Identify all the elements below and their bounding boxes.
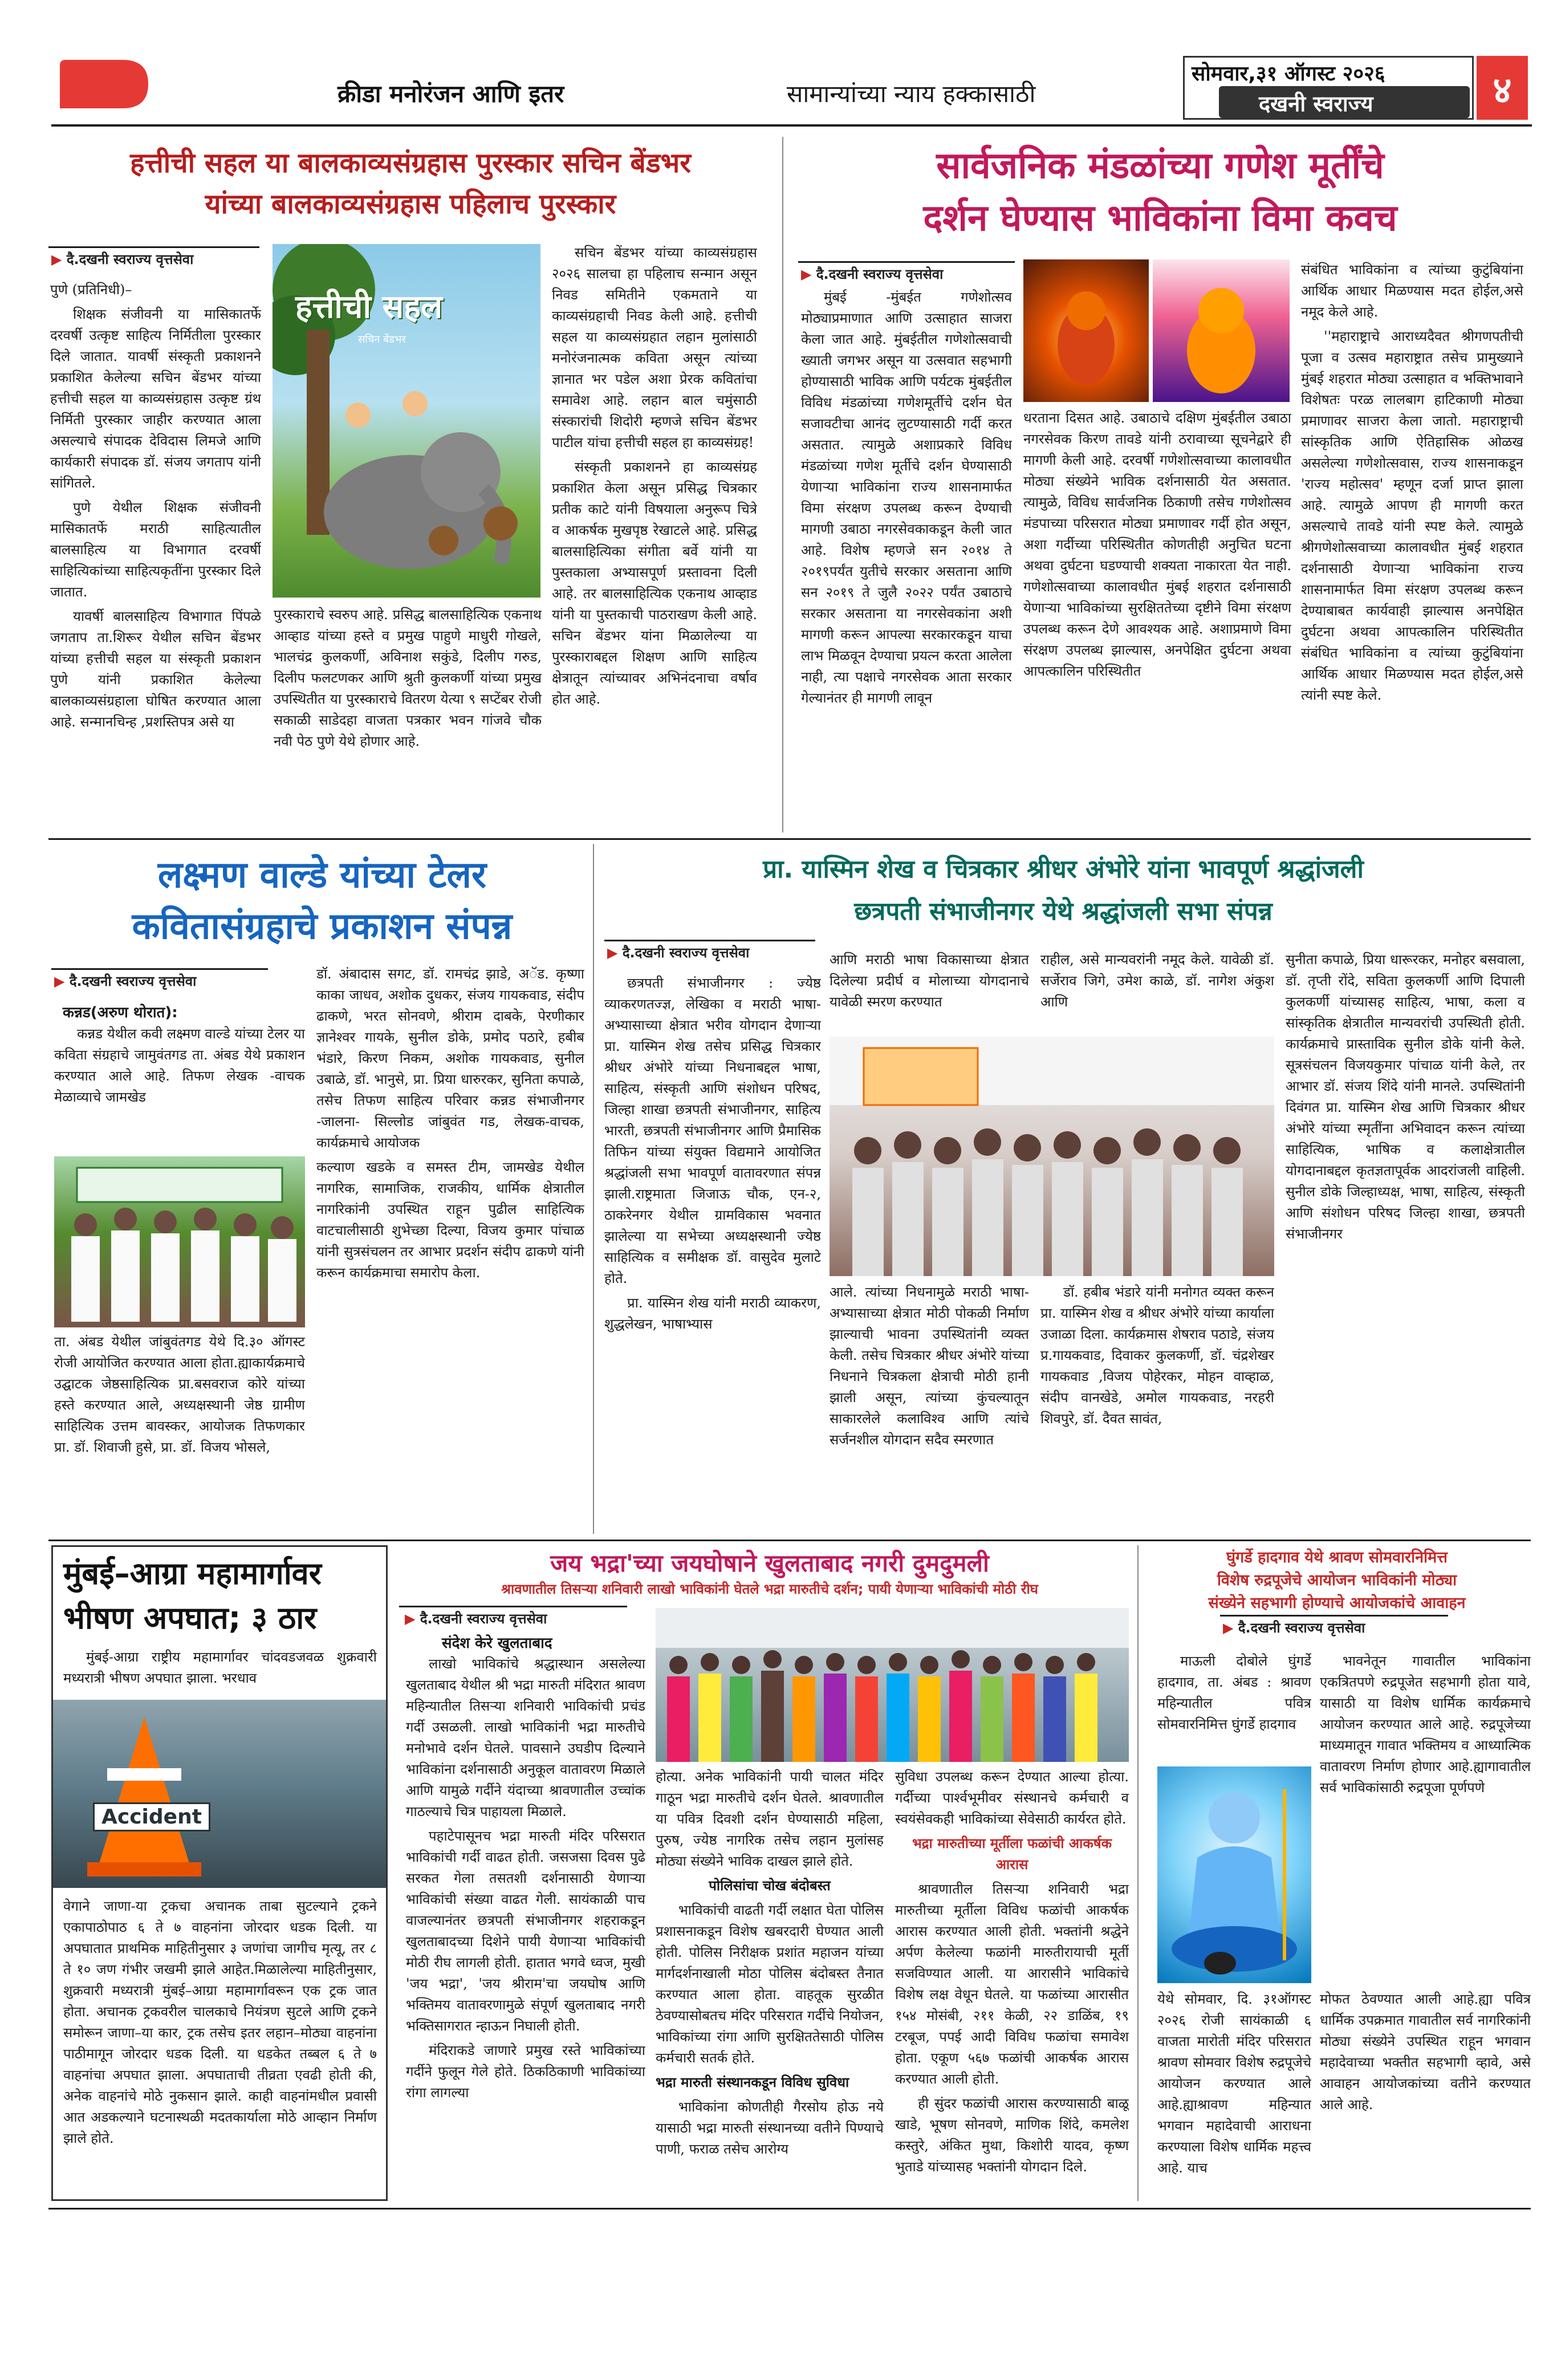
- article4-column4: [1286, 949, 1525, 1531]
- article4-para: डॉ. हबीब भंडारे यांनी मनोगत व्यक्त करून प्रा. यास्मिन शेख व श्रीधर अंभोरे यांच्या कार्याला उजाळा दिला. कार्यक्रमास शेषराव पठाडे, संजय प्र.गायकवाड, दिवाकर कुलकर्णी, डॉ. चंद्रशेखर गायकवाड ,विजय पोहेरकर, मोहन वाव्हाळ, संदीप वानखेडे, अमोल गायकवाड, नरहरी शिवपुरे, डॉ. दैवत सावंत,: [1040, 1284, 1274, 1427]
- header-rule: [51, 124, 1532, 127]
- article6-para: ही सुंदर फळांची आरास करण्यासाठी बाळू खाडे, भूषण सोनवणे, माणिक शिंदे, कमलेश कस्तुरे, अंकित मुथा, किशोरी यादव, कृष्ण भुताडे यांच्यासह भक्तांनी योगदान दिले.: [895, 2095, 1129, 2175]
- article2-headline-line1: सार्वजनिक मंडळांच्या गणेश मूर्तींचे: [936, 145, 1384, 187]
- article3-headline-line1: लक्ष्मण वाल्डे यांच्या टेलर: [157, 854, 487, 896]
- article6-dateline: संदेश केरे खुलताबाद: [442, 1635, 552, 1652]
- article5-column-bottom: [63, 1896, 377, 2198]
- article1-para: सचिन बेंडभर यांच्या काव्यसंग्रहास २०२६ सालचा हा पहिलाच सन्मान असून निवड समितीने एकमताने या काव्यसंग्रहाची निवड केली आहे. हत्तीची सहल या काव्यसंग्रहात लहान मुलांसाठी मनोरंजनात्मक कविता असून त्यांच्या ज्ञानात भर पडेल अशा प्रेरक कवितांचा समावेश आहे. लहान बाल चमुंसाठी संस्कारांची शिदोरी म्हणजे सचिन बेंडभर पाटील यांचा हत्तीची सहल हा काव्यसंग्रह!: [552, 245, 757, 450]
- article4-para: राहील, असे मान्यवरांनी नमूद केले. यावेळी डॉ. सर्जेराव जिगे, उमेश काळे, डॉ. नागेश अंकुश आणि: [1040, 952, 1274, 1010]
- article4-column1: [604, 973, 821, 1532]
- accident-label: Accident: [93, 1802, 210, 1831]
- article1-headline: [48, 143, 773, 225]
- article3-byline-rule: [51, 968, 268, 970]
- article3-para: ता. अंबड येथील जांबुवंतगड येथे दि.३० ऑगस्ट रोजी आयोजित करण्यात आला होता.ह्याकार्यक्रमाचे उद्घाटक जेष्ठसाहित्यिक प्रा.बसवराज कोरे यांच्या हस्ते करण्यात आले, अध्यक्षस्थानी जेष्ठ ग्रामीण साहित्यिक उत्तम बावस्कर, आयोजक तिफणकार प्रा. डॉ. शिवाजी हुसे, प्रा. डॉ. विजय भोसले,: [54, 1334, 305, 1455]
- byline-text: दै.दखनी स्वराज्य वृत्तसेवा: [69, 973, 197, 989]
- article1-para: यावर्षी बालसाहित्य विभागात पिंपळे जगताप ता.शिरूर येथील सचिन बेंडभर यांच्या हत्तीची सहल या संस्कृती प्रकाशन पुणे यांनी प्रकाशित केलेल्या बालकाव्यसंग्रहाला घोषित करण्यात आला आहे. सन्मानचिन्ह ,प्रशस्तिपत्र असे या: [50, 608, 261, 730]
- article7-para: माऊली दोबोले घुंगर्डे हादगाव, ता. अंबड : श्रावण महिन्यातील पवित्र सोमवारनिमित्त घुंगर्डे हादगाव: [1157, 1653, 1311, 1732]
- article6-para: भाविकांना कोणतीही गैरसोय होऊ नये यासाठी भद्रा मारुती संस्थानच्या वतीने पिण्याचे पाणी, फराळ तसेच आरोग्य: [656, 2099, 884, 2157]
- article2-para: धरताना दिसत आहे. उबाठाचे दक्षिण मुंबईतील उबाठा नगरसेवक किरण तावडे यांनी ठरावाच्या सूचनेद्वारे ही मागणी केली आहे. दरवर्षी गणेशोत्सवाच्या कालावधीत मोठ्या संख्येने भाविक दर्शनासाठी येत असतात. त्यामुळे, विविध सार्वजनिक ठिकाणी तसेच गणेशोत्सव मंडपाच्या परिसरात मोठ्या प्रमाणावर गर्दी होत असून, अशा गर्दीच्या परिस्थितीत कोणतीही अनुचित घटना अथवा दुर्घटना घडण्याची शक्यता नाकारता येत नाही. गणेशोत्सवाच्या कालावधीत मुंबई शहरात दर्शनासाठी येणाऱ्या भाविकांच्या सुरक्षिततेच्या दृष्टीने विमा संरक्षण उपलब्ध करून देणे आवश्यक आहे. अशाप्रमाणे विमा संरक्षण उपलब्ध झाल्यास, अनपेक्षित दुर्घटना अथवा आपत्कालिन परिस्थितीत: [1023, 410, 1291, 679]
- article2-byline: ▶ दै.दखनी स्वराज्य वृत्तसेवा: [801, 266, 944, 282]
- article1-column2: [274, 604, 542, 832]
- article6-subhead: भद्रा मारुती संस्थानकडून विविध सुविधा: [656, 2074, 849, 2090]
- page-number: ४: [1493, 70, 1512, 112]
- article6-column1: [406, 1654, 645, 2201]
- article7-byline-rule: [1220, 1615, 1448, 1617]
- book-cover-image: [273, 244, 540, 598]
- article5-para: वेगाने जाणा-या ट्रकचा अचानक ताबा सुटल्याने ट्रकने एकापाठोपाठ ६ ते ७ वाहनांना जोरदार धडक दिली. या अपघातात प्राथमिक माहितीनुसार ३ जणांचा जागीच मृत्यू, तर ८ ते १० जण गंभीर जखमी झाले आहेत.मिळालेल्या माहितीनुसार, शुक्रवारी मध्यरात्री मुंबई–आग्रा महामार्गावरून एक ट्रक जात होता. अचानक ट्रकवरील चालकाचे नियंत्रण सुटले आणि ट्रकने समोरून जाणा–या कार, ट्रक तसेच इतर लहान–मोठ्या वाहनांना पाठीमागून जोरदार धडक दिली. या धडकेत तब्बल ६ ते ७ वाहनांचा अपघात झाला. अपघाताची तीव्रता एवढी होती की, अनेक वाहनांचे मोठे नुकसान झाले. काही वाहनांमधील प्रवासी आत अडकल्याने घटनास्थळी मदतकार्याला मोठे आव्हान निर्माण झाले होते.: [63, 1898, 377, 2146]
- article4-column3-top: [1040, 949, 1274, 1035]
- article3-column1-top: [54, 1024, 305, 1155]
- article7-para: भावनेतून गावातील भाविकांना एकत्रितपणे रुद्रपूजेत सहभागी होता यावे, यासाठी या विशेष धार्मिक कार्यक्रमाचे आयोजन करण्यात आले आहे. रुद्रपूजेच्या माध्यमातून गावात भक्तिमय व आध्यात्मिक वातावरण निर्माण होणार आहे.ह्यागावातील सर्व भाविकांसाठी रुद्रपूजा पूर्णपणे: [1320, 1653, 1531, 1796]
- byline-text: दै.दखनी स्वराज्य वृत्तसेवा: [420, 1611, 547, 1627]
- article4-para: सुनीता कपाळे, प्रिया धारूरकर, मनोहर बसवाला, डॉ. तृप्ती रोंदे, सविता कुलकर्णी आणि दिपाली कुलकर्णी यांच्यासह साहित्य, भाषा, कला व सांस्कृतिक क्षेत्रातील मान्यवरांची उपस्थिती होती. कार्यक्रमाचे प्रास्ताविक सुनील डोके यांनी केले. सूत्रसंचलन विजयकुमार पांचाळ यांनी केले, तर आभार डॉ. संजय शिंदे यांनी मानले. उपस्थितांनी दिवंगत प्रा. यास्मिन शेख आणि चित्रकार श्रीधर अंभोरे यांच्या स्मृतींना अभिवादन करून त्यांच्या साहित्यिक, भाषिक व कलाक्षेत्रातील योगदानाबद्दल कृतज्ञतापूर्वक आदरांजली वाहिली. सुनील डोके जिल्हाध्यक्ष, भाषा, साहित्य, संस्कृती आणि संशोधन परिषद जिल्हा शाखा, छत्रपती संभाजीनगर: [1286, 952, 1525, 1242]
- article6-para: होत्या. अनेक भाविकांनी पायी चालत मंदिर गाठून भद्रा मारुतीचे दर्शन घेतले. श्रावणातील या पवित्र दिवशी दर्शन घेण्यासाठी महिला, पुरुष, ज्येष्ठ नागरिक तसेच लहान मुलांसह मोठ्या संख्येने भाविक दाखल झाले होते.: [656, 1769, 884, 1869]
- article6-byline: ▶ दै.दखनी स्वराज्य वृत्तसेवा: [405, 1611, 547, 1627]
- section-rule-1: [48, 838, 1531, 840]
- article6-subheadline: श्रावणातील तिसऱ्या शनिवारी लाखो भाविकांनी घेतले भद्रा मारुतीचे दर्शन; पायी येणाऱ्या भाविकांची मोठी रीघ: [501, 1581, 1038, 1597]
- article6-byline-rule: [399, 1606, 627, 1607]
- article1-headline-line2: यांच्या बालकाव्यसंग्रहास पहिलाच पुरस्कार: [205, 188, 616, 220]
- byline-text: दै.दखनी स्वराज्य वृत्तसेवा: [622, 945, 750, 961]
- article4-column2-bottom: [830, 1282, 1029, 1533]
- article1-column3: [552, 242, 757, 830]
- issue-date: सोमवार,३१ ऑगस्ट २०२६: [1192, 62, 1385, 86]
- article6-subhead: पोलिसांचा चोख बंदोबस्त: [709, 1878, 831, 1894]
- shiva-idol-photo: [1157, 1766, 1311, 1983]
- article7-headline-line3: संख्येने सहभागी होण्याचे आयोजकांचे आवाहन: [1208, 1594, 1466, 1612]
- article3-byline: ▶ दै.दखनी स्वराज्य वृत्तसेवा: [54, 973, 197, 989]
- article6-para: सुविधा उपलब्ध करून देण्यात आल्या होत्या. गर्दीच्या पार्श्वभूमीवर संस्थानचे कर्मचारी व स्वयंसेवकही भाविकांच्या सेवेसाठी कार्यरत होते.: [895, 1769, 1129, 1827]
- article1-para: संस्कृती प्रकाशनने हा काव्यसंग्रह प्रकाशित केला असून प्रसिद्ध चित्रकार प्रतीक काटे यांनी विषयाला अनुरूप चित्रे व आकर्षक मुखपृष्ठ रेखाटले आहे. प्रसिद्ध बालसाहित्यिका संगीता बर्वे यांनी या पुस्तकाला अभ्यासपूर्ण प्रस्तावना दिली आहे. तर बालसाहित्यिक एकनाथ आव्हाड यांनी या पुस्तकाची पाठराखण केली आहे. सचिन बेंडभर यांना मिळालेल्या या पुरस्काराबद्दल शिक्षण आणि साहित्य क्षेत्रातून त्यांच्यावर अभिनंदनाचा वर्षाव होत आहे.: [552, 459, 757, 707]
- column-divider: [593, 844, 594, 1534]
- article2-byline-rule: [798, 261, 1015, 263]
- article7-headline-line1: घुंगर्डे हादगाव येथे श्रावण सोमवारनिमित्त: [1226, 1549, 1448, 1566]
- ganesh-idol-photo-left: [1023, 259, 1149, 402]
- article4-byline-rule: [604, 940, 815, 941]
- article3-column2: [316, 964, 584, 1534]
- article2-para: मुंबई -मुंबईत गणेशोत्सव मोठ्याप्रमाणात आणि उत्साहात साजरा केला जात आहे. मुंबईतील गणेशोत्सवाची ख्याती जगभर असून या उत्सवात सहभागी होण्यासाठी भाविक आणि पर्यटक मुंबईतील विविध मंडळांच्या गणेशमूर्तीचे दर्शन घेत सजावटीचा आनंद लुटण्यासाठी गर्दी करत असतात. त्यामुळे अशाप्रकारे विविध मंडळांच्या गणेश मूर्तीचे दर्शन घेण्यासाठी येणाऱ्या भाविकांना राज्य शासनामार्फत विमा संरक्षण उपलब्ध करून देण्याची मागणी उबाठा नगरसेवकाकडून केली जात आहे. विशेष म्हणजे सन २०१४ ते २०१९पर्यंत युतीचे सरकार असताना आणि सन २०१९ ते जुलै २०२२ पर्यंत उबाठाचे सरकार असताना या नगरसेवकांना अशी मागणी करून आपल्या सरकारकडून याचा लाभ मिळवून देण्याचा प्रयत्न करता आलेला नाही, त्या पक्षाचे नगरसेवक आता सरकार गेल्यानंतर ही मागणी लावून: [801, 289, 1012, 706]
- article6-subhead: भद्रा मारुतीच्या मूर्तीला फळांची आकर्षक आरास: [912, 1835, 1112, 1873]
- article2-para: ''महाराष्ट्राचे आराध्यदैवत श्रीगणपतीची पूजा व उत्सव महाराष्ट्रात तसेच प्रामुख्याने मुंबई शहरात मोठ्या उत्साहात व भक्तिभावाने विशेषतः परळ लालबाग हाटिकाणी मोठ्या प्रमाणावर साजरा केला जातो. महाराष्ट्राची सांस्कृतिक आणि ऐतिहासिक ओळख असलेल्या गणेशोत्सवास, राज्य शासनाकडून 'राज्य महोत्सव' म्हणून दर्जा प्राप्त झाला आहे. त्यामुळे आपण ही मागणी करत असल्याचे तावडे यांनी स्पष्ट केले. त्यामुळे श्रीगणेशोत्सवाच्या कालावधीत मुंबई शहरात दर्शनासाठी येणाऱ्या भाविकांना राज्य शासनामार्फत विमा संरक्षण उपलब्ध करून देण्याबाबत कार्यवाही झाल्यास अनपेक्षित दुर्घटना अथवा आपत्कालिन परिस्थितीत संबंधित भाविकांना व त्यांच्या कुटुंबियांना आर्थिक आधार मिळण्यास मदत होईल,असे त्यांनी स्पष्ट केले.: [1301, 328, 1523, 703]
- page-number-badge: [1477, 56, 1528, 120]
- tribute-meeting-photo: [830, 1037, 1274, 1276]
- article1-para: शिक्षक संजीवनी या मासिकातर्फे दरवर्षी उत्कृष्ट साहित्य निर्मितीला पुरस्कार दिले जातात. यावर्षी संस्कृती प्रकाशनने प्रकाशित केलेल्या सचिन बेंडभर यांच्या हत्तीची सहल या काव्यसंग्रहास उत्कृष्ट ग्रंथ निर्मिती पुरस्कार जाहीर करण्यात आला असल्याचे संपादक देविदास लिमजे आणि कार्यकारी संपादक डॉ. संजय जगताप यांनी सांगितले.: [50, 306, 261, 491]
- article3-para: डॉ. अंबादास सगट, डॉ. रामचंद्र झाडे, अॅड. कृष्णा काका जाधव, अशोक दुधकर, संजय गायकवाड, संदीप ढाकणे, भरत सोनवणे, श्रीराम दाबके, पेरणीकार ज्ञानेश्वर गायके, सुनील डोके, प्रमोद पठारे, हबीब भंडारे, किरण निकम, अशोक गायकवाड, सुनील उबाळे, डॉ. भानुसे, प्रा. प्रिया धारुरकर, सुनिता कपाळे, तसेच तिफण साहित्य परिवार कन्नड संभाजीनगर -जालना- सिल्लोड जांबुवंत गड, लेखक-वाचक, कार्यक्रमाचे आयोजक: [316, 966, 584, 1151]
- article2-column2: [1023, 408, 1291, 830]
- article6-para: पहाटेपासूनच भद्रा मारुती मंदिर परिसरात भाविकांची गर्दी वाढत होती. जसजसा दिवस पुढे सरकत गेला तसतशी दर्शनासाठी येणाऱ्या भाविकांची संख्या वाढत गेली. सायंकाळी पाच वाजल्यानंतर छत्रपती संभाजीनगर शहराकडून खुलताबादच्या दिशेने पायी येणाऱ्या भाविकांची मोठी रीघ लागली होती. हातात भगवे ध्वज, मुखी 'जय भद्रा', 'जय श्रीराम'चा जयघोष आणि भक्तिमय वातावरणामुळे संपूर्ण खुलताबाद नगरी भक्तिसागरात न्हाऊन निघाली होती.: [406, 1828, 645, 2034]
- article2-column1: [801, 287, 1012, 828]
- byline-text: दै.दखनी स्वराज्य वृत्तसेवा: [1238, 1620, 1365, 1636]
- article7-para: मोफत ठेवण्यात आली आहे.ह्या पवित्र धार्मिक उपक्रमात गावातील सर्व नागरिकांनी मोठ्या संख्येने उपस्थित राहून भगवान महादेवाच्या भक्तीत सहभागी व्हावे, असे आवाहन आयोजकांच्या वतीने करण्यात आले आहे.: [1320, 1991, 1531, 2113]
- book-author: सचिन बेंडभर: [358, 334, 406, 346]
- article3-para: कल्याण खडके व समस्त टीम, जामखेड येथील नागरिक, सामाजिक, राजकीय, धार्मिक क्षेत्रातील नागरिकांनी उपस्थित राहून पुढील साहित्यिक वाटचालीसाठी शुभेच्छा दिल्या, विजय कुमार पांचाळ यांनी सुत्रसंचलन तर आभार प्रदर्शन संदीप ढाकणे यांनी करून कार्यक्रमाचा समारोप केला.: [316, 1159, 584, 1281]
- article6-para: भाविकांची वाढती गर्दी लक्षात घेता पोलिस प्रशासनाकडून विशेष खबरदारी घेण्यात आली होती. पोलिस निरीक्षक प्रशांत महाजन यांच्या मार्गदर्शनाखाली मोठा पोलिस बंदोबस्त तैनात करण्यात आला होता. वाहतूक सुरळीत ठेवण्यासोबतच मंदिर परिसरात गर्दीचे नियोजन, भाविकांच्या रांगा आणि सुरक्षिततेसाठी पोलिस कर्मचारी सतर्क होते.: [656, 1902, 884, 2066]
- paper-name: दखनी स्वराज्य: [1259, 91, 1373, 116]
- section-title: क्रीडा मनोरंजन आणि इतर: [338, 80, 564, 108]
- article7-column2-bottom: [1320, 1989, 1531, 2200]
- article3-dateline: कन्नड(अरुण थोरात):: [63, 1004, 178, 1021]
- article3-para: कन्नड येथील कवी लक्ष्मण वाल्डे यांच्या टेलर या कविता संग्रहाचे जामुवंतगड ता. अंबड येथे प्रकाशन करण्यात आले आहे. तिफण लेखक -वाचक मेळाव्याचे जामखेड: [54, 1026, 305, 1105]
- article6-para: मंदिराकडे जाणारे प्रमुख रस्ते भाविकांच्या गर्दीने फुलून गेले होते. ठिकठिकाणी भाविकांच्या रांगा लागल्या: [406, 2042, 645, 2101]
- article6-column2: [656, 1766, 884, 2200]
- article7-byline: ▶ दै.दखनी स्वराज्य वृत्तसेवा: [1223, 1620, 1365, 1636]
- paper-logo-mark: [54, 54, 151, 111]
- byline-text: दै.दखनी स्वराज्य वृत्तसेवा: [816, 266, 944, 282]
- footer-rule: [48, 2208, 1531, 2210]
- article6-headline: जय भद्रा'च्या जयघोषाने खुलताबाद नगरी दुमदुमली: [550, 1549, 989, 1577]
- article6-column3: [895, 1766, 1129, 2200]
- article5-column-top: [63, 1647, 377, 1692]
- tagline: सामान्यांच्या न्याय हक्कासाठी: [787, 80, 1036, 108]
- article5-headline-line2: भीषण अपघात; ३ ठार: [63, 1600, 317, 1636]
- article4-para: छत्रपती संभाजीनगर : ज्येष्ठ व्याकरणतज्ज्ञ, लेखिका व मराठी भाषा-अभ्यासाच्या क्षेत्रात भरीव योगदान देणाऱ्या प्रा. यास्मिन शेख तसेच प्रसिद्ध चित्रकार श्रीधर अंभोरे यांच्या निधनाबद्दल भाषा, साहित्य, संस्कृती आणि संशोधन परिषद, जिल्हा शाखा छत्रपती संभाजीनगर, साहित्य भारती, छत्रपती संभाजीनगर आणि प्रैमासिक तिफिन यांच्या संयुक्त विद्यमाने आयोजित श्रद्धांजली सभा भावपूर्ण वातावरणात संपन्न झाली.राष्ट्रमाता जिजाऊ चौक, एन-२, ठाकरेनगर येथील ग्रामविकास भवनात झालेल्या या सभेच्या अध्यक्षस्थानी ज्येष्ठ साहित्यिक व समीक्षक डॉ. वासुदेव मुलाटे होते.: [604, 975, 821, 1286]
- article6-para: लाखो भाविकांचे श्रद्धास्थान असलेल्या खुलताबाद येथील श्री भद्रा मारुती मंदिरात श्रावण महिन्यातील तिसऱ्या शनिवारी भाविकांची प्रचंड गर्दी उसळली. लाखो भाविकांनी भद्रा मारुतीचे मनोभावे दर्शन घेतले. पावसाने उघडीप दिल्याने भाविकांना दर्शनासाठी अनुकूल वातावरण मिळाले आणि यामुळे गर्दीने यंदाच्या श्रावणातील उच्चांक गाठल्याचे चित्र पाहायला मिळाले.: [406, 1656, 645, 1819]
- article5-headline-line1: मुंबई–आग्रा महामार्गावर: [63, 1555, 322, 1591]
- book-title: हत्तीची सहल: [295, 289, 443, 326]
- article1-headline-line1: हत्तीची सहल या बालकाव्यसंग्रहास पुरस्कार सचिन बेंडभर: [130, 147, 691, 179]
- article4-headline-line1: प्रा. यास्मिन शेख व चित्रकार श्रीधर अंभोरे यांना भावपूर्ण श्रद्धांजली: [763, 855, 1364, 884]
- article7-column1-bottom: [1157, 1989, 1311, 2200]
- article5-para: मुंबई-आग्रा राष्ट्रीय महामार्गावर चांदवडजवळ शुक्रवारी मध्यरात्री भीषण अपघात झाला. भरधाव: [63, 1649, 377, 1686]
- article4-para: प्रा. यास्मिन शेख यांनी मराठी व्याकरण, शुद्धलेखन, भाषाभ्यास: [604, 1295, 821, 1332]
- article1-column1: [50, 279, 261, 850]
- article7-headline-line2: विशेष रुद्रपूजेचे आयोजन भाविकांनी मोठ्या: [1217, 1571, 1457, 1589]
- article5-headline: [63, 1552, 383, 1640]
- column-divider: [782, 137, 783, 832]
- article4-column3-bottom: [1040, 1282, 1274, 1533]
- article3-headline: [48, 850, 596, 952]
- article4-column2-top: [830, 949, 1029, 1035]
- section-rule-2: [48, 1540, 1531, 1541]
- paper-name-banner: [1219, 86, 1470, 118]
- article2-headline-line2: दर्शन घेण्यास भाविकांना विमा कवच: [923, 197, 1397, 239]
- article1-byline-rule: [48, 246, 259, 248]
- article7-para: येथे सोमवार, दि. ३१ऑगस्ट २०२६ रोजी सायंकाळी ६ वाजता मारोती मंदिर परिसरात श्रावण सोमवार विशेष रुद्रपूजेचे आयोजन करण्यात आले आहे.ह्याश्रावण महिन्यात भगवान महादेवाची आराधना करण्याला विशेष धार्मिक महत्त्व आहे. याच: [1157, 1991, 1311, 2176]
- book-launch-photo: [54, 1156, 305, 1327]
- article2-headline: [790, 140, 1531, 245]
- article4-headline: [596, 848, 1531, 933]
- article3-headline-line2: कवितासंग्रहाचे प्रकाशन संपन्न: [132, 905, 513, 948]
- ganesh-idol-photo-right: [1153, 259, 1290, 402]
- article7-column2-top: [1320, 1651, 1531, 1987]
- article1-para: पुरस्काराचे स्वरुप आहे. प्रसिद्ध बालसाहित्यिक एकनाथ आव्हाड यांच्या हस्ते व प्रमुख पाहुणे माधुरी गोखले, भालचंद्र कुलकर्णी, अविनाश सकुंडे, दिलीप गरुड, दिलीप फलटणकर आणि श्रुती कुलकर्णी यांच्या प्रमुख उपस्थितीत या पुरस्काराचे वितरण येत्या ९ सप्टेंबर रोजी सकाळी साडेदहा वाजता पत्रकार भवन गांजवे चौक नवी पेठ पुणे येथे होणार आहे.: [274, 607, 542, 749]
- article4-para: आले. त्यांच्या निधनामुळे मराठी भाषा-अभ्यासाच्या क्षेत्रात मोठी पोकळी निर्माण झाल्याची भावना उपस्थितांनी व्यक्त केली. तसेच चित्रकार श्रीधर अंभोरे यांच्या निधनाने चित्रकला क्षेत्राची मोठी हानी झाली असून, त्यांच्या कुंचल्यातून साकारलेले कलाविश्व आणि त्यांचे सर्जनशील योगदान सदैव स्मरणात: [830, 1284, 1029, 1448]
- article2-para: संबंधित भाविकांना व त्यांच्या कुटुंबियांना आर्थिक आधार मिळण्यास मदत होईल,असे नमूद केले आहे.: [1301, 262, 1523, 320]
- masthead-box: [1183, 56, 1474, 120]
- article1-para: पुणे (प्रतिनिधी)–: [50, 282, 132, 298]
- article4-headline-line2: छत्रपती संभाजीनगर येथे श्रद्धांजली सभा संपन्न: [854, 897, 1272, 926]
- accident-photo: [53, 1700, 386, 1888]
- article7-headline: [1140, 1546, 1534, 1615]
- article2-column3: [1301, 259, 1523, 830]
- article5-box: [51, 1545, 388, 2201]
- byline-text: दै.दखनी स्वराज्य वृत्तसेवा: [66, 251, 194, 267]
- devotees-queue-photo: [656, 1608, 1129, 1762]
- article3-column1-bottom: [54, 1331, 305, 1531]
- article7-column1-top: [1157, 1651, 1311, 1765]
- article1-byline: ▶ दै.दखनी स्वराज्य वृत्तसेवा: [51, 251, 194, 267]
- column-divider: [1137, 1545, 1139, 2201]
- article6-para: श्रावणातील तिसऱ्या शनिवारी भद्रा मारुतीच्या मूर्तीला विविध फळांची आकर्षक आरास करण्यात आली होती. भक्तांनी श्रद्धेने अर्पण केलेल्या फळांनी मारुतीरायाची मूर्ती सजविण्यात आली. या आरासीने भाविकांचे विशेष लक्ष वेधून घेतले. या फळांच्या आरासीत १५४ मोसंबी, २११ केळी, २२ डाळिंब, १९ टरबूज, पपई आदी विविध फळांचा समावेश होता. एकूण ५६७ फळांची आकर्षक आरास करण्यात आली होती.: [895, 1881, 1129, 2087]
- article4-para: आणि मराठी भाषा विकासाच्या क्षेत्रात दिलेल्या प्रदीर्घ व मोलाच्या योगदानाचे यावेळी स्मरण करण्यात: [830, 952, 1029, 1010]
- article4-byline: ▶ दै.दखनी स्वराज्य वृत्तसेवा: [607, 945, 750, 961]
- article1-para: पुणे येथील शिक्षक संजीवनी मासिकातर्फे मराठी साहित्यातील बालसाहित्य या विभागात दरवर्षी साहित्यिकांच्या साहित्यकृतींना पुरस्कार दिले जातात.: [50, 499, 261, 600]
